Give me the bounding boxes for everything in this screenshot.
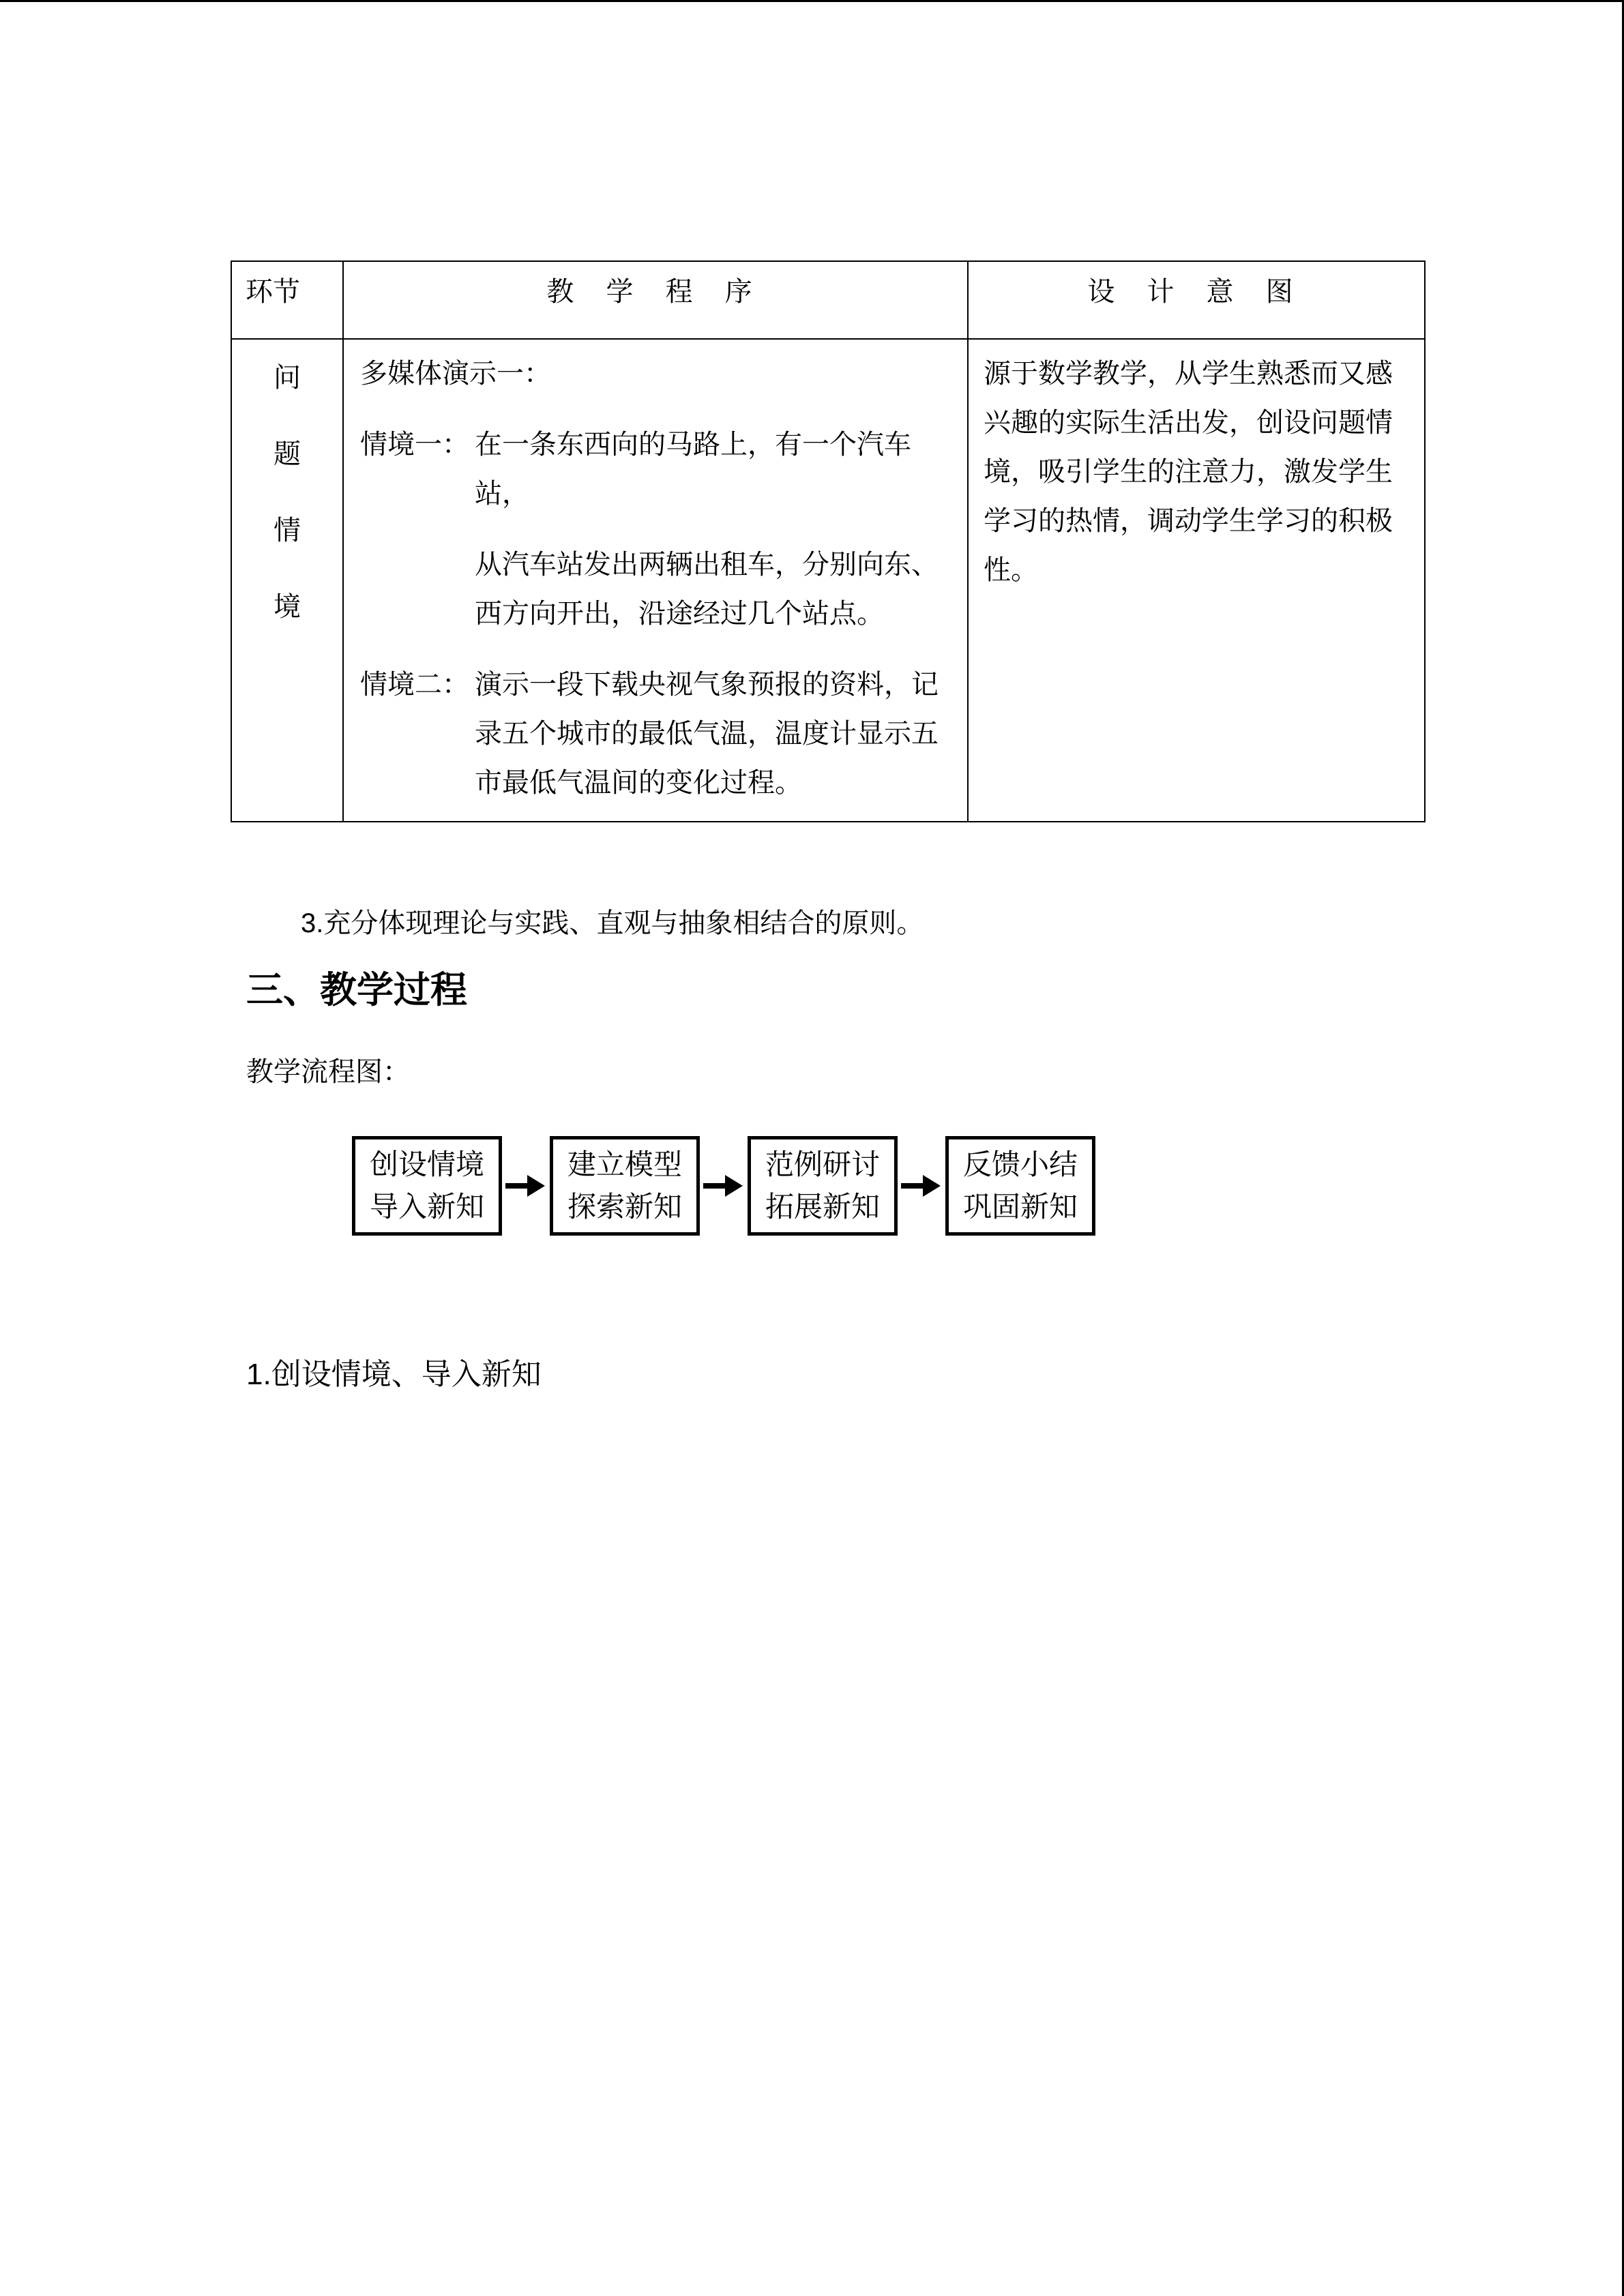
note-text: 充分体现理论与实践、直观与抽象相结合的原则。 (323, 908, 924, 939)
stage-char: 情 (274, 515, 301, 546)
stage-char: 问 (274, 362, 301, 393)
lesson-table (231, 260, 1426, 822)
flow-step-3-line1: 范例研讨 (765, 1148, 880, 1181)
stage-char: 题 (274, 438, 301, 470)
arrow-right-icon (898, 1169, 945, 1203)
flowchart (352, 1136, 1095, 1236)
flowchart-label: 教学流程图： (246, 1056, 410, 1088)
stage-char: 境 (274, 591, 301, 623)
subsection-number: 1. (246, 1358, 271, 1391)
flow-step-2-line1: 建立模型 (567, 1148, 682, 1181)
note-number: 3. (301, 908, 324, 938)
flow-step-3 (748, 1136, 898, 1236)
table-header-row (231, 261, 1425, 339)
scene-1-text: 在一条东西向的马路上，有一个汽车站， (475, 429, 911, 509)
page-top-border (0, 0, 1624, 2)
table-row (231, 339, 1425, 822)
scene-2-label: 情境二： (360, 669, 469, 700)
scene-2 (360, 660, 954, 807)
stage-cell (231, 339, 343, 822)
flow-step-1-line1: 创设情境 (369, 1148, 484, 1181)
scene-2-text: 演示一段下载央视气象预报的资料，记录五个城市的最低气温，温度计显示五市最低气温间的变化过程。 (475, 669, 939, 799)
flow-step-1 (352, 1136, 502, 1236)
intent-cell: 源于数学教学，从学生熟悉而又感兴趣的实际生活出发，创设问题情境，吸引学生的注意力，激发学生学习的热情，调动学生学习的积极性。 (968, 339, 1425, 822)
flow-step-4-line1: 反馈小结 (962, 1148, 1078, 1181)
arrow-right-icon (700, 1169, 748, 1203)
flow-step-3-line2: 拓展新知 (765, 1190, 880, 1223)
scene-1 (360, 420, 954, 518)
procedure-cell (343, 339, 968, 822)
subsection-heading (246, 1350, 542, 1399)
procedure-intro: 多媒体演示一： (360, 358, 551, 389)
principle-note (301, 899, 924, 948)
arrow-right-icon (502, 1169, 550, 1203)
header-stage: 环节 (231, 261, 343, 339)
flow-step-1-line2: 导入新知 (369, 1190, 484, 1223)
flow-step-2-line2: 探索新知 (567, 1190, 682, 1223)
scene-1-text-continued: 从汽车站发出两辆出租车，分别向东、西方向开出，沿途经过几个站点。 (475, 549, 939, 629)
scene-1-label: 情境一： (360, 429, 469, 460)
flow-step-4-line2: 巩固新知 (962, 1190, 1078, 1223)
section-heading: 三、教学过程 (246, 968, 467, 1011)
flow-step-4 (945, 1136, 1095, 1236)
subsection-title: 创设情境、导入新知 (271, 1357, 542, 1392)
flow-step-2 (550, 1136, 700, 1236)
header-intent: 设 计 意 图 (968, 261, 1425, 339)
header-procedure: 教 学 程 序 (343, 261, 968, 339)
